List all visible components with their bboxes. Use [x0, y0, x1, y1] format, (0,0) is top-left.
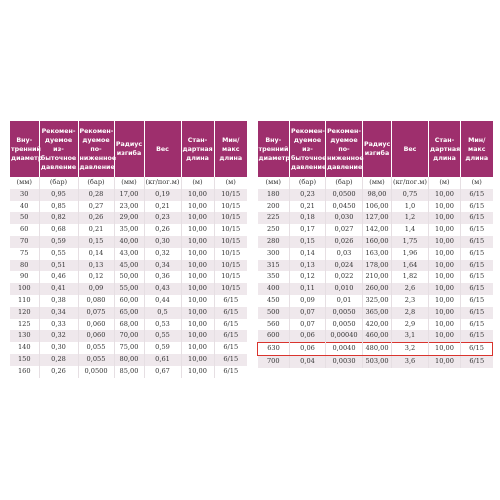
table-cell: 6/15: [469, 201, 485, 210]
table-cell: 50,00: [114, 271, 144, 283]
table-cell: 0,26: [39, 366, 78, 378]
table-row: [258, 330, 493, 342]
table-row: [258, 307, 493, 319]
table-cell: 0,15: [290, 236, 326, 248]
unit-cell: (м): [181, 177, 214, 189]
table-cell: 10,00: [429, 307, 461, 319]
table-cell: 0,080: [78, 295, 114, 307]
column-header: Мин/ макс длина: [214, 121, 247, 177]
table-cell: 10,00: [429, 260, 461, 272]
table-row: [258, 189, 493, 201]
table-cell: 0,09: [290, 295, 326, 307]
table-cell: 0,07: [290, 307, 326, 319]
column-header: Вну- тренний диаметр: [258, 121, 290, 177]
table-cell: 10,00: [181, 295, 214, 307]
table-cell: 3,6: [392, 355, 429, 367]
table-cell: 6/15: [461, 283, 493, 295]
table-row: [10, 342, 247, 354]
table-cell: 0,53: [144, 319, 181, 331]
table-row: [10, 307, 247, 319]
table-cell: 130: [10, 330, 39, 342]
table-cell: 0,0050: [326, 319, 363, 331]
table-row: [10, 212, 247, 224]
table-cell: 0,0030: [326, 355, 363, 367]
table-cell: 6/15: [461, 236, 493, 248]
table-row: [258, 271, 493, 283]
table-cell: 10,00: [181, 212, 214, 224]
table-cell: 630: [258, 343, 290, 356]
table-cell: 0,34: [144, 260, 181, 272]
table-cell: 0,59: [39, 236, 78, 248]
table-row: [10, 189, 247, 201]
table-cell: 0,67: [144, 366, 181, 378]
table-cell: 0,51: [39, 260, 78, 272]
table-cell: 163,00: [363, 248, 392, 260]
table-cell: 10/15: [214, 283, 247, 295]
table-cell: 0,30: [144, 236, 181, 248]
table-cell: 45,00: [114, 260, 144, 272]
table-cell: 0,55: [39, 248, 78, 260]
table-cell: 0,26: [144, 224, 181, 236]
unit-cell: (бар): [326, 177, 363, 189]
unit-cell: (м): [471, 178, 482, 186]
spec-table-right: [257, 121, 493, 368]
table-cell: 0,14: [290, 248, 326, 260]
table-cell: 0,85: [39, 201, 78, 213]
table-cell: 0,0450: [326, 201, 363, 213]
table-cell: 0,027: [326, 224, 363, 236]
table-row: [10, 366, 247, 378]
table-row: [258, 212, 493, 224]
table-cell: 2,9: [392, 319, 429, 331]
table-cell: 500: [258, 307, 290, 319]
table-cell: 0,55: [144, 330, 181, 342]
table-cell: 560: [258, 319, 290, 331]
table-cell: 140: [10, 342, 39, 354]
table-cell: 0,43: [144, 283, 181, 295]
table-cell: 10,00: [429, 212, 461, 224]
column-header: Вес: [392, 121, 429, 177]
table-cell: 10,00: [429, 271, 461, 283]
table-row: [258, 319, 493, 331]
table-cell: 0,38: [39, 295, 78, 307]
table-cell: 0,010: [326, 283, 363, 295]
table-cell: 10/15: [221, 201, 241, 210]
table-cell: 0,0500: [326, 189, 363, 201]
table-cell: 50: [10, 212, 39, 224]
table-cell: 0,17: [290, 224, 326, 236]
table-cell: 0,022: [326, 271, 363, 283]
table-cell: 70,00: [114, 330, 144, 342]
table-cell: 55,00: [114, 283, 144, 295]
table-row: [258, 201, 493, 213]
table-cell: 0,21: [78, 224, 114, 236]
table-cell: 0,68: [39, 224, 78, 236]
table-cell: 75: [10, 248, 39, 260]
unit-cell: (мм): [363, 177, 392, 189]
table-cell: 0,15: [78, 236, 114, 248]
table-cell: 10/15: [214, 212, 247, 224]
table-cell: 6/15: [223, 295, 239, 304]
table-cell: 0,27: [78, 201, 114, 213]
table-cell: 10,00: [181, 201, 214, 213]
table-cell: 2,6: [392, 283, 429, 295]
table-cell: 0,36: [144, 271, 181, 283]
table-cell: 150: [10, 354, 39, 366]
table-row: [258, 283, 493, 295]
table-cell: 0,28: [39, 354, 78, 366]
table-cell: 70: [10, 236, 39, 248]
table-row: [10, 224, 247, 236]
unit-cell: (кг/пог.м): [144, 177, 181, 189]
table-cell: 1,82: [392, 271, 429, 283]
table-cell: 0,23: [144, 212, 181, 224]
table-cell: 1,75: [392, 236, 429, 248]
table-header: [10, 121, 247, 177]
table-cell: 10,00: [181, 319, 214, 331]
table-body: [10, 177, 247, 378]
column-header: Мин/ макс длина: [461, 121, 493, 177]
table-cell: 43,00: [114, 248, 144, 260]
unit-cell: (бар): [78, 177, 114, 189]
table-cell: 6/15: [469, 248, 485, 257]
column-header: Рекомен- дуемое по- ниженное давление: [78, 121, 114, 177]
table-cell: 0,0040: [326, 343, 363, 356]
table-cell: 10/15: [221, 225, 241, 234]
table-cell: 80,00: [114, 354, 144, 366]
table-row: [258, 295, 493, 307]
table-cell: 0,07: [290, 319, 326, 331]
table-cell: 10/15: [221, 272, 241, 281]
table-cell: 1,4: [392, 224, 429, 236]
table-cell: 10/15: [214, 260, 247, 272]
table-cell: 6/15: [223, 319, 239, 328]
table-cell: 450: [258, 295, 290, 307]
table-cell: 0,06: [290, 330, 326, 342]
table-cell: 0,0050: [326, 307, 363, 319]
table-cell: 6/15: [223, 343, 239, 352]
table-cell: 0,075: [78, 307, 114, 319]
table-row: [10, 354, 247, 366]
table-cell: 40: [10, 201, 39, 213]
table-cell: 100: [10, 283, 39, 295]
table-row: [258, 224, 493, 236]
table-cell: 0,30: [39, 342, 78, 354]
table-row: [10, 236, 247, 248]
table-row: [10, 260, 247, 272]
column-header: Стан- дартная длина: [181, 121, 214, 177]
table-cell: 106,00: [363, 201, 392, 213]
table-cell: 0,41: [39, 283, 78, 295]
table-cell: 6/15: [461, 307, 493, 319]
table-cell: 1,2: [392, 212, 429, 224]
table-row: [10, 248, 247, 260]
table-cell: 75,00: [114, 342, 144, 354]
table-cell: 365,00: [363, 307, 392, 319]
table-cell: 0,61: [144, 354, 181, 366]
table-cell: 0,32: [39, 330, 78, 342]
table-cell: 0,024: [326, 260, 363, 272]
table-cell: 0,23: [290, 189, 326, 201]
table-cell: 350: [258, 271, 290, 283]
column-header: Радиус изгиба: [363, 121, 392, 177]
table-cell: 6/15: [214, 307, 247, 319]
table-cell: 10,00: [429, 319, 461, 331]
table-cell: 110: [10, 295, 39, 307]
units-row: [258, 177, 493, 189]
table-cell: 0,00040: [326, 330, 363, 342]
table-cell: 700: [258, 355, 290, 367]
table-cell: 6/15: [461, 355, 493, 367]
table-cell: 10,00: [181, 271, 214, 283]
table-cell: 225: [258, 212, 290, 224]
table-cell: 300: [258, 248, 290, 260]
table-cell: 10,00: [181, 330, 214, 342]
table-cell: 0,060: [78, 330, 114, 342]
table-cell: 0,59: [144, 342, 181, 354]
table-cell: 23,00: [114, 201, 144, 213]
table-cell: 0,44: [144, 295, 181, 307]
table-cell: 10,00: [429, 236, 461, 248]
table-cell: 0,26: [78, 212, 114, 224]
table-cell: 178,00: [363, 260, 392, 272]
highlighted-row: [258, 343, 493, 356]
table-cell: 0,95: [39, 189, 78, 201]
unit-cell: (мм): [10, 177, 39, 189]
table-cell: 10,00: [181, 248, 214, 260]
table-cell: 0,19: [144, 189, 181, 201]
table-cell: 3,2: [392, 343, 429, 356]
table-row: [10, 330, 247, 342]
table-cell: 0,46: [39, 271, 78, 283]
table-cell: 0,12: [78, 271, 114, 283]
table-cell: 6/15: [214, 330, 247, 342]
table-cell: 6/15: [461, 260, 493, 272]
table-cell: 0,06: [290, 343, 326, 356]
spec-table-left: [10, 121, 247, 378]
table-cell: 10/15: [221, 248, 241, 257]
column-header: Вес: [144, 121, 181, 177]
table-cell: 0,11: [290, 283, 326, 295]
table-cell: 0,18: [290, 212, 326, 224]
table-cell: 180: [258, 189, 290, 201]
table-cell: 10,00: [429, 224, 461, 236]
table-cell: 460,00: [363, 330, 392, 342]
table-cell: 0,13: [290, 260, 326, 272]
table-cell: 6/15: [214, 354, 247, 366]
table-cell: 210,00: [363, 271, 392, 283]
table-cell: 0,12: [290, 271, 326, 283]
table-cell: 260,00: [363, 283, 392, 295]
table-cell: 85,00: [114, 366, 144, 378]
table-cell: 2,8: [392, 307, 429, 319]
table-cell: 0,0500: [78, 366, 114, 378]
table-cell: 0,28: [78, 189, 114, 201]
table-cell: 10,00: [429, 201, 461, 213]
table-cell: 60,00: [114, 295, 144, 307]
table-cell: 6/15: [469, 272, 485, 281]
unit-cell: (м): [429, 177, 461, 189]
table-cell: 0,5: [144, 307, 181, 319]
table-row: [258, 248, 493, 260]
table-cell: 315: [258, 260, 290, 272]
column-header: Стан- дартная длина: [429, 121, 461, 177]
table-cell: 6/15: [469, 319, 485, 328]
table-cell: 0,14: [78, 248, 114, 260]
table-cell: 480,00: [363, 343, 392, 356]
table-cell: 142,00: [363, 224, 392, 236]
table-cell: 503,00: [363, 355, 392, 367]
table-cell: 10,00: [181, 307, 214, 319]
table-cell: 160: [10, 366, 39, 378]
table-cell: 200: [258, 201, 290, 213]
table-cell: 10,00: [181, 224, 214, 236]
table-row: [258, 355, 493, 367]
column-header: Рекомен- дуемое из- быточное давление: [39, 121, 78, 177]
table-cell: 10,00: [181, 189, 214, 201]
table-cell: 6/15: [461, 330, 493, 342]
table-cell: 325,00: [363, 295, 392, 307]
table-cell: 10/15: [214, 189, 247, 201]
table-cell: 3,1: [392, 330, 429, 342]
table-cell: 6/15: [461, 189, 493, 201]
table-cell: 160,00: [363, 236, 392, 248]
table-cell: 0,21: [290, 201, 326, 213]
column-header: Вну- тренний диаметр: [10, 121, 39, 177]
table-cell: 10,00: [181, 354, 214, 366]
table-cell: 600: [258, 330, 290, 342]
table-cell: 10,00: [181, 366, 214, 378]
table-header: [258, 121, 493, 177]
units-row: [10, 177, 247, 189]
table-cell: 10,00: [429, 330, 461, 342]
table-cell: 80: [10, 260, 39, 272]
table-cell: 6/15: [461, 343, 493, 356]
table-cell: 6/15: [461, 212, 493, 224]
column-header: Рекомен- дуемое по- ниженное давление: [326, 121, 363, 177]
unit-cell: (бар): [290, 177, 326, 189]
unit-cell: (м): [225, 178, 236, 186]
table-cell: 0,03: [326, 248, 363, 260]
table-row: [10, 201, 247, 213]
table-cell: 10,00: [181, 283, 214, 295]
table-cell: 65,00: [114, 307, 144, 319]
table-cell: 10,00: [429, 355, 461, 367]
table-cell: 0,33: [39, 319, 78, 331]
table-cell: 0,060: [78, 319, 114, 331]
table-cell: 10,00: [181, 260, 214, 272]
table-cell: 29,00: [114, 212, 144, 224]
table-cell: 1,0: [392, 201, 429, 213]
table-cell: 6/15: [469, 225, 485, 234]
table-cell: 0,026: [326, 236, 363, 248]
table-cell: 10,00: [181, 236, 214, 248]
table-cell: 280: [258, 236, 290, 248]
table-row: [10, 295, 247, 307]
table-cell: 40,00: [114, 236, 144, 248]
table-cell: 0,32: [144, 248, 181, 260]
table-cell: 10,00: [429, 189, 461, 201]
table-cell: 0,09: [78, 283, 114, 295]
table-cell: 6/15: [223, 366, 239, 375]
table-cell: 10,00: [429, 283, 461, 295]
table-cell: 35,00: [114, 224, 144, 236]
table-cell: 0,055: [78, 354, 114, 366]
table-cell: 125: [10, 319, 39, 331]
column-header: Рекомен- дуемое из- быточное давление: [290, 121, 326, 177]
table-row: [10, 283, 247, 295]
table-cell: 6/15: [469, 295, 485, 304]
table-cell: 0,75: [392, 189, 429, 201]
table-cell: 10/15: [214, 236, 247, 248]
table-cell: 0,21: [144, 201, 181, 213]
unit-cell: (кг/пог.м): [392, 177, 429, 189]
table-cell: 400: [258, 283, 290, 295]
table-cell: 0,01: [326, 295, 363, 307]
table-cell: 10,00: [181, 342, 214, 354]
table-cell: 68,00: [114, 319, 144, 331]
table-cell: 250: [258, 224, 290, 236]
table-row: [258, 236, 493, 248]
table-row: [258, 260, 493, 272]
table-row: [10, 319, 247, 331]
table-cell: 98,00: [363, 189, 392, 201]
table-cell: 0,055: [78, 342, 114, 354]
table-cell: 10,00: [429, 343, 461, 356]
column-header: Радиус изгиба: [114, 121, 144, 177]
table-cell: 0,04: [290, 355, 326, 367]
table-cell: 10,00: [429, 295, 461, 307]
table-cell: 0,34: [39, 307, 78, 319]
table-body: [258, 177, 493, 368]
table-cell: 420,00: [363, 319, 392, 331]
table-row: [10, 271, 247, 283]
table-cell: 10,00: [429, 248, 461, 260]
table-cell: 90: [10, 271, 39, 283]
unit-cell: (мм): [114, 177, 144, 189]
table-cell: 0,13: [78, 260, 114, 272]
unit-cell: (бар): [39, 177, 78, 189]
table-cell: 17,00: [114, 189, 144, 201]
table-cell: 1,96: [392, 248, 429, 260]
table-cell: 120: [10, 307, 39, 319]
table-cell: 127,00: [363, 212, 392, 224]
table-cell: 2,3: [392, 295, 429, 307]
table-cell: 60: [10, 224, 39, 236]
table-cell: 0,82: [39, 212, 78, 224]
unit-cell: (мм): [258, 177, 290, 189]
table-cell: 30: [10, 189, 39, 201]
table-cell: 0,030: [326, 212, 363, 224]
table-cell: 1,64: [392, 260, 429, 272]
